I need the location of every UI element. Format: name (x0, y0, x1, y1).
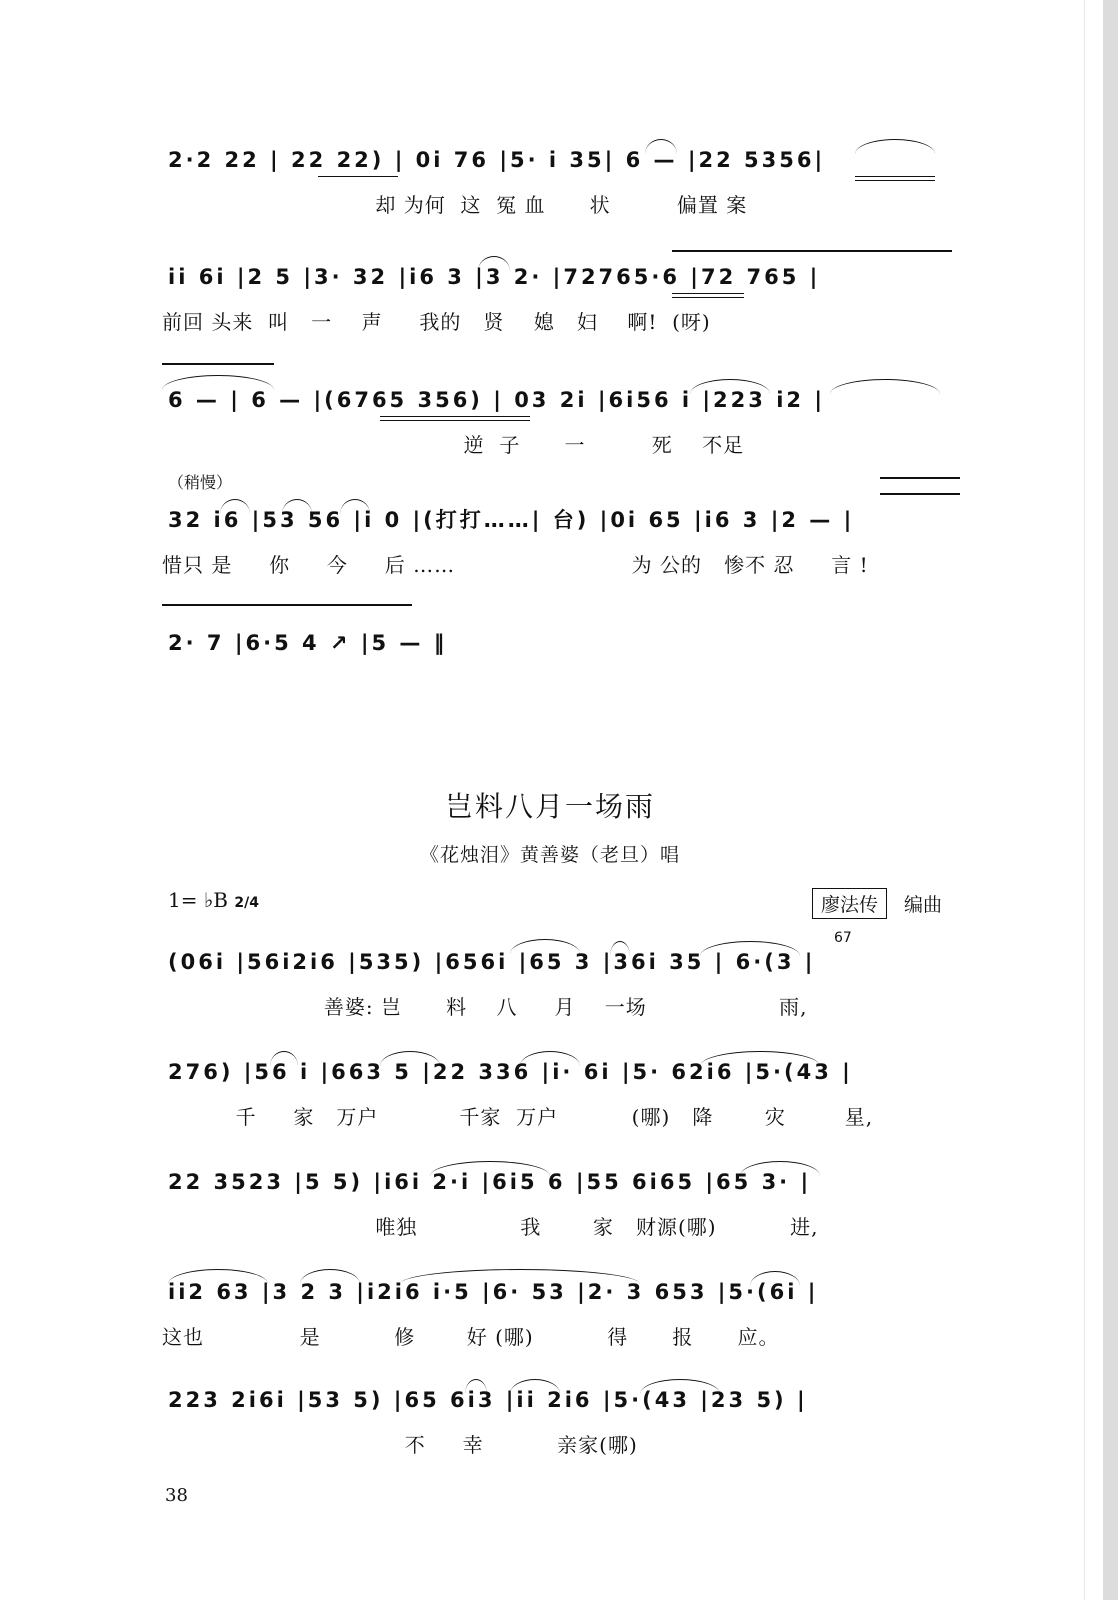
tie-line (880, 477, 960, 479)
notation-line: 2·2 22 | 22 22) | 0i 76 |5· i 35| 6 — |22 5356| (168, 148, 826, 172)
beam-line (672, 293, 744, 294)
tie-line (672, 250, 952, 252)
lyrics-line: 千 家 万户 千家 万户 (哪) 降 灾 星, (162, 1105, 874, 1129)
beam-line (380, 416, 530, 417)
grace-note: 67 (834, 930, 852, 946)
song-title: 岂料八月一场雨 (444, 790, 655, 823)
notation-line: ii2 63 |3 2 3 |i2i6 i·5 |6· 53 |2· 3 653 |5·(6i | (168, 1280, 819, 1304)
beam-line (318, 176, 398, 177)
notation-line: 6 — | 6 — |(6765 356) | 03 2i |6i56 i |223 i2 | (168, 388, 825, 412)
lyrics-line: 逆 子 一 死 不足 (162, 433, 745, 457)
tie-line (880, 493, 960, 495)
lyrics-line: 却 为何 这 冤 血 状 偏置 案 (162, 193, 748, 217)
notation-line: 276) |56 i |663 5 |22 336 |i· 6i |5· 62i6 |5·(43 | (168, 1060, 853, 1084)
beam-line (672, 297, 744, 298)
notation-line: 223 2i6i |53 5) |65 6i3 |ii 2i6 |5·(43 |23 5) | (168, 1388, 808, 1412)
notation-line: 32 i6 |53 56 |i 0 |(打打……| 台) |0i 65 |i6 3 |2 — | (168, 508, 855, 532)
lyrics-line: 这也 是 修 好 (哪) 得 报 应。 (162, 1325, 780, 1349)
beam-line (855, 176, 935, 177)
composer-role: 编曲 (904, 894, 943, 916)
key-signature (168, 888, 259, 912)
lyrics-line: 善婆: 岂 料 八 月 一场 雨, (162, 995, 808, 1019)
notation-line: 2· 7 |6·5 4 ↗ |5 — ‖ (168, 631, 448, 655)
time-signature: 2/4 (234, 895, 259, 911)
lyrics-line: 不 幸 亲家(哪) (162, 1433, 638, 1457)
lyrics-line: 惜只 是 你 今 后 …… 为 公的 惨不 忍 言 ! (162, 553, 869, 577)
song-subtitle: 《花烛泪》黄善婆（老旦）唱 (419, 844, 680, 866)
lyrics-line: 前回 头来 叫 一 声 我的 贤 媳 妇 啊! (呀) (162, 310, 711, 334)
notation-line: ii 6i |2 5 |3· 32 |i6 3 |3 2· |72765·6 |72 765 | (168, 265, 821, 289)
lyrics-line: 唯独 我 家 财源(哪) 进, (162, 1215, 819, 1239)
tempo-marking: （稍慢） (168, 473, 233, 492)
beam-line (380, 420, 530, 421)
tie-line (162, 363, 274, 365)
beam-line (855, 180, 935, 181)
notation-line: 22 3523 |5 5) |i6i 2·i |6i5 6 |55 6i65 |65 3· | (168, 1170, 812, 1194)
key-label: 1= ♭B (168, 888, 228, 912)
binding-strip (1103, 0, 1118, 1600)
tie-line (162, 604, 412, 606)
notation-line: (06i |56i2i6 |535) |656i |65 3 |36i 35 | 6·(3 | (168, 950, 816, 974)
composer-name: 廖法传 (812, 888, 887, 919)
page-number: 38 (165, 1485, 188, 1506)
